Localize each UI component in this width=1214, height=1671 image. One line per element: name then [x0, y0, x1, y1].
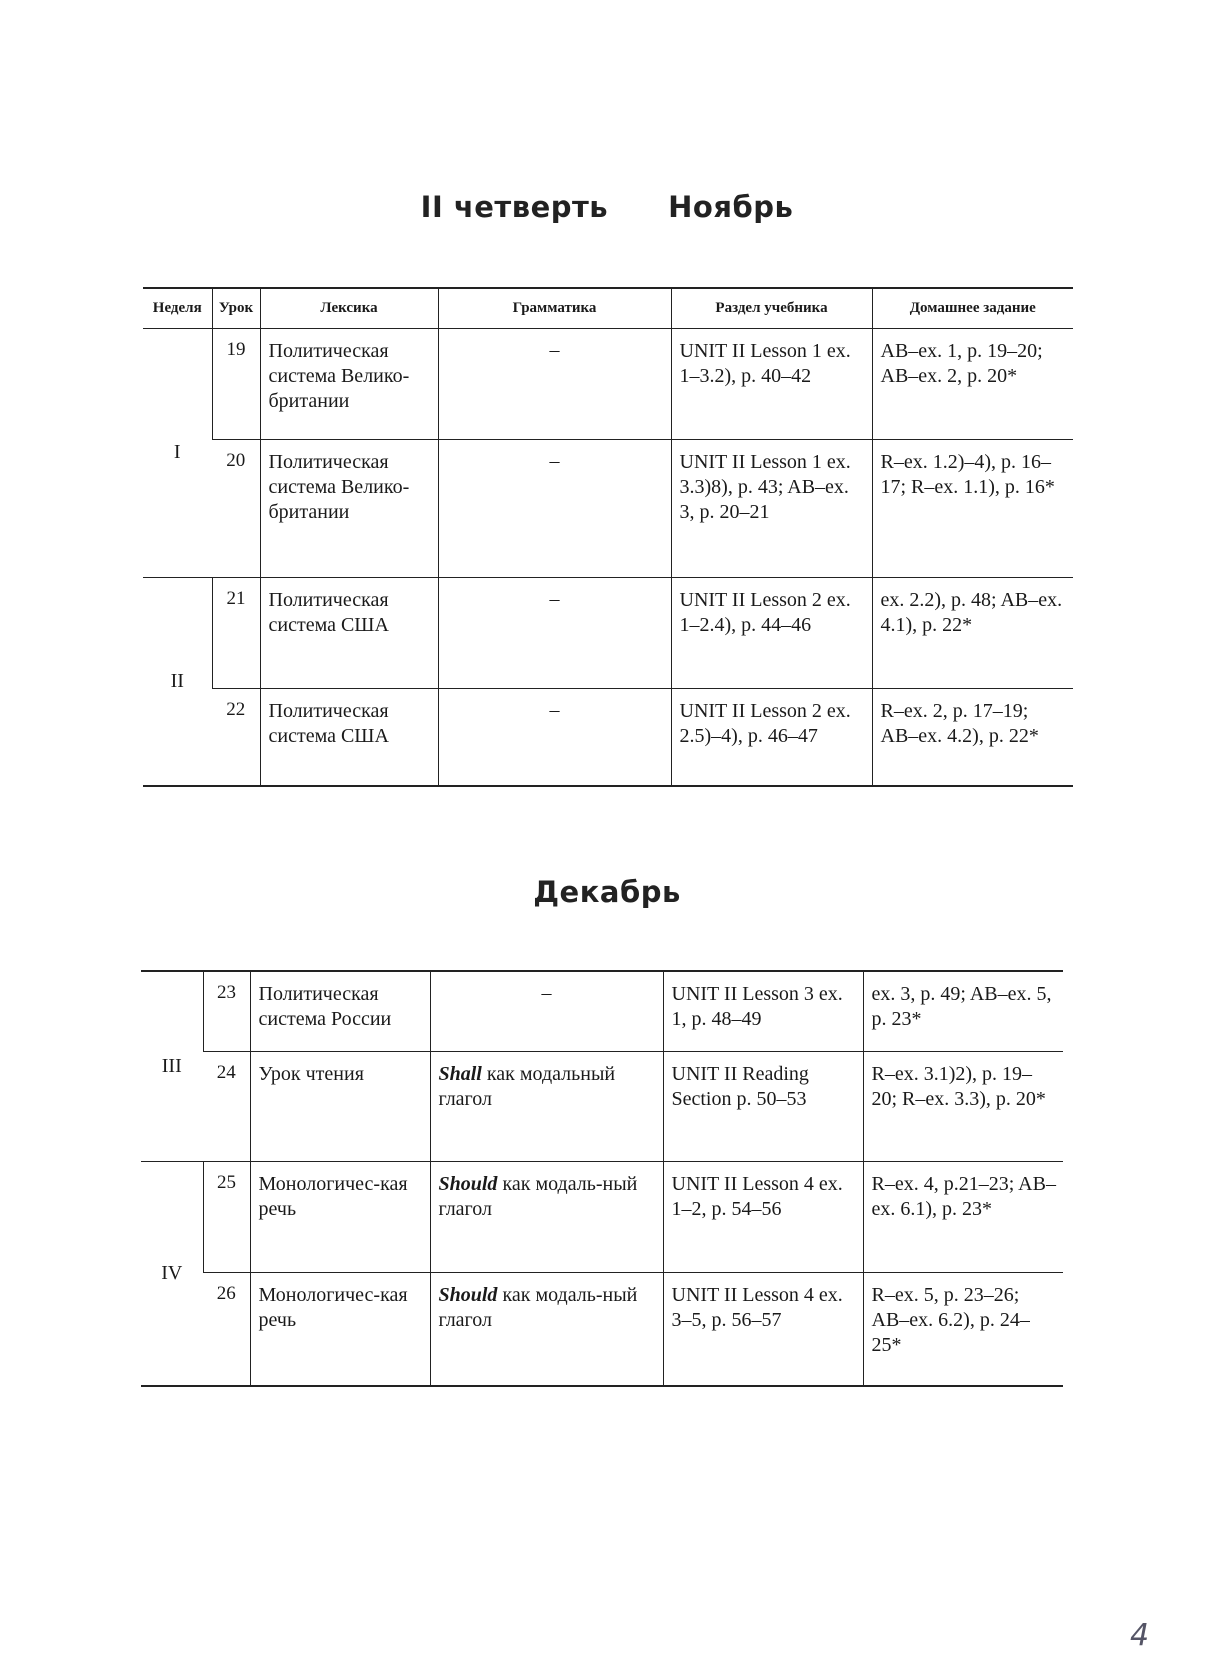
homework-cell: ex. 2.2), p. 48; AB–ex. 4.1), p. 22*	[872, 577, 1073, 688]
grammar-cell: –	[438, 688, 671, 786]
week-cell: III	[141, 971, 203, 1161]
col-homework: Домашнее задание	[872, 288, 1073, 328]
week-cell: IV	[141, 1161, 203, 1386]
textbook-section-cell: UNIT II Lesson 3 ex. 1, p. 48–49	[663, 971, 863, 1051]
lesson-number: 26	[203, 1272, 250, 1386]
table-row	[143, 577, 1073, 688]
homework-cell: R–ex. 3.1)2), p. 19–20; R–ex. 3.3), p. 20*	[863, 1051, 1063, 1161]
lesson-number: 20	[212, 439, 260, 577]
lesson-number: 25	[203, 1161, 250, 1272]
december-table	[141, 970, 1063, 1387]
homework-cell: R–ex. 2, p. 17–19; AB–ex. 4.2), p. 22*	[872, 688, 1073, 786]
textbook-section-cell: UNIT II Lesson 1 ex. 1–3.2), p. 40–42	[671, 328, 872, 439]
grammar-cell	[430, 1161, 663, 1272]
grammar-text: как модаль-ный глагол	[438, 1172, 638, 1220]
table-row	[143, 688, 1073, 786]
textbook-section-cell: UNIT II Lesson 2 ex. 2.5)–4), p. 46–47	[671, 688, 872, 786]
lesson-number: 19	[212, 328, 260, 439]
modal-verb-term: Should	[438, 1283, 498, 1306]
grammar-cell: –	[438, 577, 671, 688]
textbook-section-cell: UNIT II Lesson 4 ex. 3–5, p. 56–57	[663, 1272, 863, 1386]
modal-verb-term: Should	[438, 1172, 498, 1195]
homework-cell: R–ex. 5, p. 23–26; AB–ex. 6.2), p. 24–25*	[863, 1272, 1063, 1386]
week-cell: I	[143, 328, 212, 577]
quarter-title: II четверть	[420, 190, 609, 224]
grammar-text: как модаль-ный глагол	[438, 1283, 638, 1331]
grammar-cell: –	[430, 971, 663, 1051]
vocabulary-cell: Политическая система России	[250, 971, 430, 1051]
november-heading	[0, 190, 1214, 224]
vocabulary-cell: Политическая система США	[260, 577, 438, 688]
lesson-number: 22	[212, 688, 260, 786]
col-lesson: Урок	[212, 288, 260, 328]
modal-verb-term: Shall	[438, 1062, 482, 1085]
vocabulary-cell: Политическая система Велико-британии	[260, 439, 438, 577]
month-title-december: Декабрь	[533, 875, 681, 909]
grammar-cell	[430, 1051, 663, 1161]
vocabulary-cell: Монологичес-кая речь	[250, 1161, 430, 1272]
homework-cell: R–ex. 4, p.21–23; AB–ex. 6.1), p. 23*	[863, 1161, 1063, 1272]
table-row	[143, 439, 1073, 577]
col-grammar: Грамматика	[438, 288, 671, 328]
vocabulary-cell: Монологичес-кая речь	[250, 1272, 430, 1386]
lesson-number: 21	[212, 577, 260, 688]
homework-cell: ex. 3, p. 49; AB–ex. 5, p. 23*	[863, 971, 1063, 1051]
col-vocabulary: Лексика	[260, 288, 438, 328]
lesson-number: 24	[203, 1051, 250, 1161]
grammar-cell: –	[438, 328, 671, 439]
textbook-section-cell: UNIT II Lesson 2 ex. 1–2.4), p. 44–46	[671, 577, 872, 688]
week-cell: II	[143, 577, 212, 786]
page-mark: 4	[1130, 1618, 1150, 1653]
grammar-cell	[430, 1272, 663, 1386]
col-textbook-section: Раздел учебника	[671, 288, 872, 328]
month-title-november: Ноябрь	[668, 190, 794, 224]
vocabulary-cell: Политическая система США	[260, 688, 438, 786]
homework-cell: AB–ex. 1, p. 19–20; AB–ex. 2, p. 20*	[872, 328, 1073, 439]
textbook-section-cell: UNIT II Lesson 1 ex. 3.3)8), p. 43; AB–ex. 3, p. 20–21	[671, 439, 872, 577]
table-row	[143, 328, 1073, 439]
lesson-number: 23	[203, 971, 250, 1051]
table-row	[141, 1161, 1063, 1272]
vocabulary-cell: Урок чтения	[250, 1051, 430, 1161]
table-row	[141, 971, 1063, 1051]
textbook-section-cell: UNIT II Lesson 4 ex. 1–2, p. 54–56	[663, 1161, 863, 1272]
textbook-section-cell: UNIT II Reading Section p. 50–53	[663, 1051, 863, 1161]
table-row	[141, 1272, 1063, 1386]
november-table	[143, 287, 1073, 787]
vocabulary-cell: Политическая система Велико-британии	[260, 328, 438, 439]
grammar-cell: –	[438, 439, 671, 577]
homework-cell: R–ex. 1.2)–4), p. 16–17; R–ex. 1.1), p. 16*	[872, 439, 1073, 577]
header-row	[143, 288, 1073, 328]
grammar-text: как модальный глагол	[438, 1062, 616, 1110]
col-week: Неделя	[143, 288, 212, 328]
table-row	[141, 1051, 1063, 1161]
